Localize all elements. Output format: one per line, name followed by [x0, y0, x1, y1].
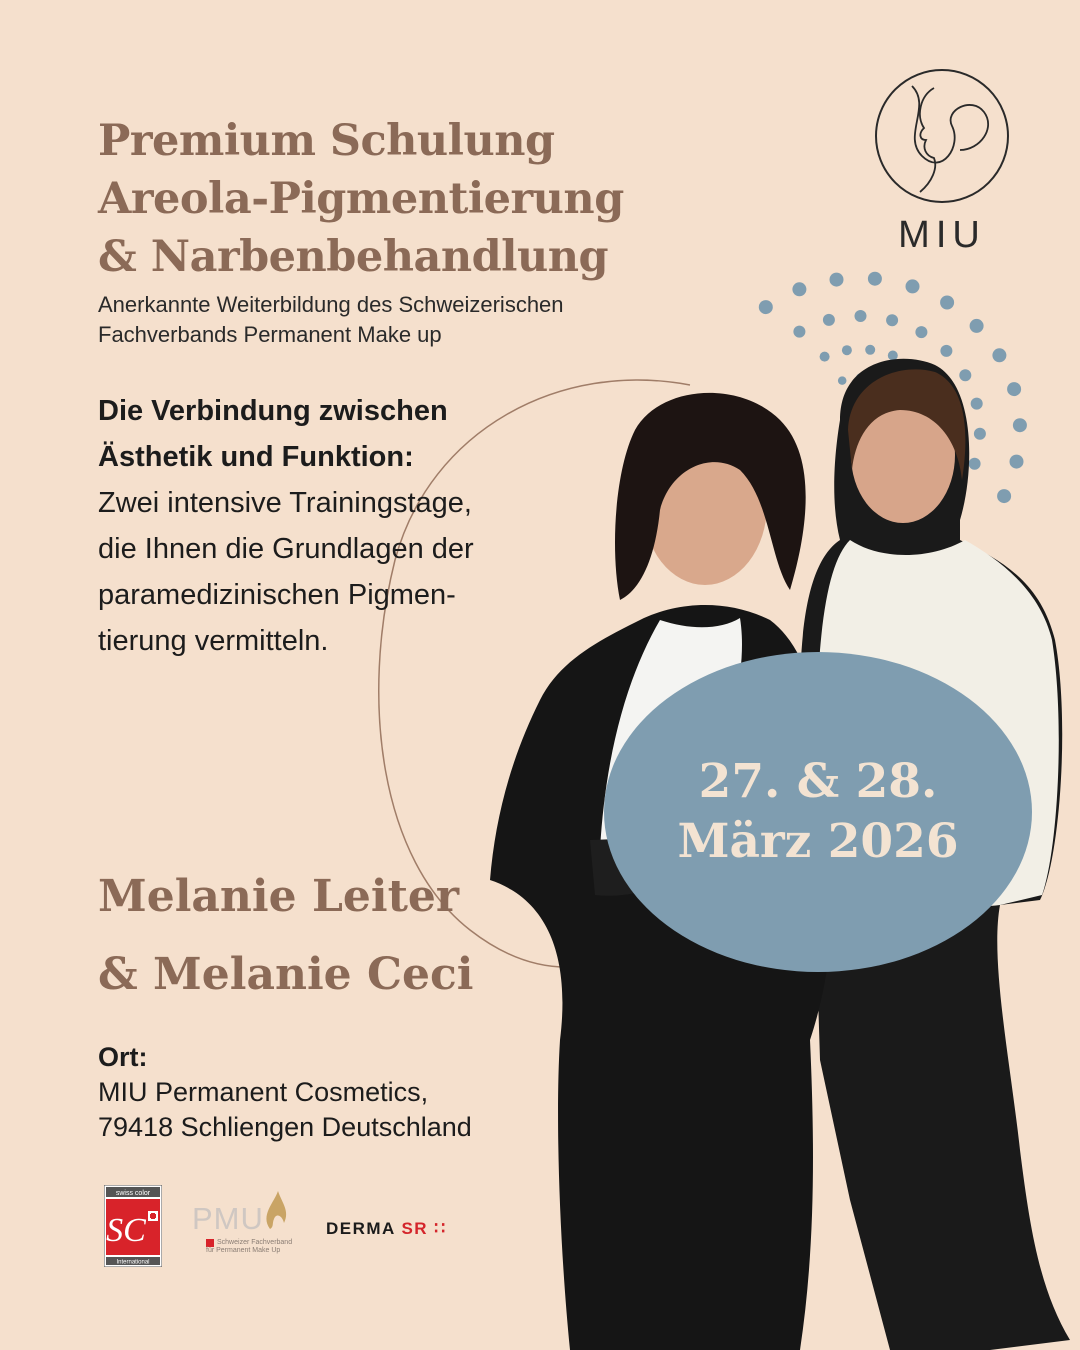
face-profile-icon — [872, 66, 1012, 206]
title-line-3: & Narbenbehandlung — [98, 232, 609, 282]
svg-text:SC: SC — [106, 1212, 146, 1249]
intro-body-line-3: paramedizinischen Pigmen- — [98, 579, 456, 611]
subtitle — [98, 290, 564, 350]
trainer-name-line-2: & Melanie Ceci — [98, 949, 474, 1000]
swiss-color-logo — [104, 1185, 162, 1267]
miu-logo — [872, 66, 1012, 256]
intro-text — [98, 388, 568, 664]
pmu-logo-subtitle: Schweizer Fachverband für Permanent Make Up — [206, 1239, 293, 1254]
derma-sr-logo — [326, 1219, 447, 1239]
miu-logo-text: MIU — [898, 214, 986, 256]
location — [98, 1040, 472, 1145]
intro-body-line-4: tierung vermitteln. — [98, 625, 329, 657]
subtitle-line-2: Fachverbands Permanent Make up — [98, 322, 442, 347]
trainer-names — [98, 858, 474, 1014]
intro-heading-line-1: Die Verbindung zwischen — [98, 395, 448, 427]
date-line-2: März 2026 — [677, 814, 959, 869]
location-line-1: MIU Permanent Cosmetics, — [98, 1077, 429, 1107]
flame-icon — [260, 1189, 296, 1233]
dots-icon: ∷ — [434, 1219, 447, 1238]
pmu-logo-text: PMU — [192, 1201, 264, 1236]
date-line-1: 27. & 28. — [698, 754, 938, 809]
location-label: Ort: — [98, 1042, 148, 1072]
page-title — [98, 112, 624, 286]
svg-text:swiss color: swiss color — [115, 1190, 151, 1197]
trainer-name-line-1: Melanie Leiter — [98, 871, 460, 922]
location-line-2: 79418 Schliengen Deutschland — [98, 1112, 472, 1142]
svg-text:International: International — [116, 1259, 150, 1266]
intro-heading-line-2: Ästhetik und Funktion: — [98, 441, 414, 473]
title-line-1: Premium Schulung — [98, 116, 555, 166]
pmu-logo — [192, 1197, 302, 1267]
derma-text: DERMA — [326, 1219, 396, 1238]
subtitle-line-1: Anerkannte Weiterbildung des Schweizerischen — [98, 292, 564, 317]
date-badge — [604, 652, 1032, 972]
intro-body-line-1: Zwei intensive Trainingstage, — [98, 487, 472, 519]
intro-body-line-2: die Ihnen die Grundlagen der — [98, 533, 474, 565]
title-line-2: Areola-Pigmentierung — [98, 174, 624, 224]
swiss-flag-icon — [206, 1239, 214, 1247]
sr-text: SR — [401, 1219, 429, 1238]
